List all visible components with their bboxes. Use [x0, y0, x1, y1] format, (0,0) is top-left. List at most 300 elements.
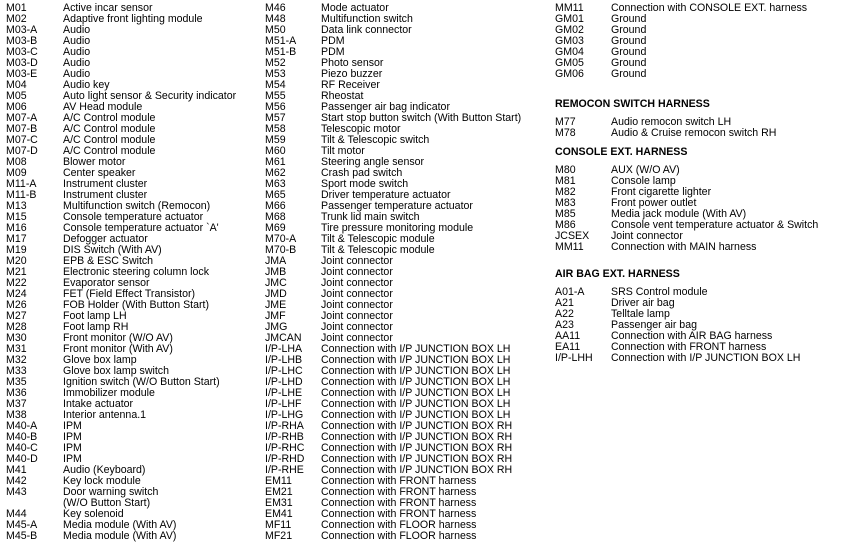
- connector-code: GM03: [555, 35, 584, 47]
- connector-row: [555, 242, 850, 253]
- connector-description: Joint connector: [321, 288, 393, 300]
- connector-description: RF Receiver: [321, 79, 380, 91]
- connector-row: [265, 322, 550, 333]
- connector-description: Audio & Cruise remocon switch RH: [611, 127, 777, 139]
- connector-row: [265, 300, 550, 311]
- connector-row: [6, 443, 261, 454]
- connector-list-column-1: [6, 3, 261, 542]
- connector-description: Joint connector: [321, 310, 393, 322]
- connector-description: Joint connector: [321, 332, 393, 344]
- connector-code: M81: [555, 175, 576, 187]
- connector-code: M08: [6, 156, 27, 168]
- connector-description: Key lock module: [63, 475, 141, 487]
- connector-description: Connection with I/P JUNCTION BOX LH: [321, 354, 511, 366]
- connector-description: Connection with I/P JUNCTION BOX RH: [321, 464, 513, 476]
- connector-row: [6, 498, 261, 509]
- connector-description: Audio: [63, 46, 91, 58]
- connector-description: Rheostat: [321, 90, 364, 102]
- connector-code: JCSEX: [555, 230, 590, 242]
- connector-description: Auto light sensor & Security indicator: [63, 90, 237, 102]
- connector-description: PDM: [321, 46, 345, 58]
- connector-code: M03-E: [6, 68, 38, 80]
- connector-description: Foot lamp LH: [63, 310, 127, 322]
- connector-code: M45-B: [6, 530, 38, 542]
- connector-row: [555, 58, 850, 69]
- connector-code: M41: [6, 464, 27, 476]
- connector-description: Telescopic motor: [321, 123, 401, 135]
- connector-row: [555, 287, 850, 298]
- connector-code: JMF: [265, 310, 286, 322]
- connector-code: M11-B: [6, 189, 37, 201]
- connector-row: [265, 289, 550, 300]
- connector-code: I/P-RHA: [265, 420, 304, 432]
- connector-code: MF21: [265, 530, 293, 542]
- connector-code: M63: [265, 178, 286, 190]
- connector-row: [6, 47, 261, 58]
- connector-code: M43: [6, 486, 27, 498]
- connector-row: [555, 3, 850, 14]
- connector-code: GM05: [555, 57, 584, 69]
- connector-description: Driver air bag: [611, 297, 675, 309]
- connector-code: M69: [265, 222, 286, 234]
- connector-description: Media module (With AV): [63, 530, 177, 542]
- connector-code: M02: [6, 13, 27, 25]
- connector-description: Data link connector: [321, 24, 412, 36]
- connector-code: JMB: [265, 266, 287, 278]
- connector-description: Connection with I/P JUNCTION BOX RH: [321, 431, 513, 443]
- connector-code: M01: [6, 2, 27, 14]
- connector-row: [555, 47, 850, 58]
- connector-description: Ground: [611, 46, 647, 58]
- remocon-switch-harness-heading: REMOCON SWITCH HARNESS: [555, 98, 710, 110]
- connector-code: M48: [265, 13, 286, 25]
- connector-code: MF11: [265, 519, 292, 531]
- connector-list-column-3: [555, 3, 850, 364]
- connector-description: Console vent temperature actuator & Switch: [611, 219, 819, 231]
- connector-code: M03-B: [6, 35, 38, 47]
- connector-row: [265, 135, 550, 146]
- connector-description: Multifunction switch: [321, 13, 413, 25]
- connector-code: M04: [6, 79, 27, 91]
- connector-description: Telltale lamp: [611, 308, 670, 320]
- connector-description: Tilt & Telescopic switch: [321, 134, 430, 146]
- connector-code: EM41: [265, 508, 293, 520]
- connector-code: M16: [6, 222, 27, 234]
- connector-code: I/P-LHA: [265, 343, 303, 355]
- connector-description: A/C Control module: [63, 134, 156, 146]
- connector-code: JMA: [265, 255, 287, 267]
- connector-code: M40-C: [6, 442, 38, 454]
- connector-code: M37: [6, 398, 27, 410]
- connector-code: M78: [555, 127, 576, 139]
- connector-description: Foot lamp RH: [63, 321, 129, 333]
- connector-description: Instrument cluster: [63, 178, 148, 190]
- connector-description: Tilt & Telescopic module: [321, 233, 435, 245]
- connector-description: Connection with I/P JUNCTION BOX RH: [321, 420, 513, 432]
- connector-description: Glove box lamp switch: [63, 365, 169, 377]
- connector-code: I/P-RHE: [265, 464, 304, 476]
- connector-code: GM06: [555, 68, 584, 80]
- connector-description: Sport mode switch: [321, 178, 409, 190]
- connector-code: I/P-LHF: [265, 398, 302, 410]
- connector-description: Evaporator sensor: [63, 277, 150, 289]
- connector-code: GM04: [555, 46, 584, 58]
- connector-code: I/P-RHB: [265, 431, 304, 443]
- air-bag-ext-harness-heading: AIR BAG EXT. HARNESS: [555, 268, 680, 280]
- connector-description: EPB & ESC Switch: [63, 255, 154, 267]
- connector-row: [6, 58, 261, 69]
- connector-description: Defogger actuator: [63, 233, 148, 245]
- connector-description: Connection with I/P JUNCTION BOX LH: [321, 398, 511, 410]
- connector-description: Front cigarette lighter: [611, 186, 712, 198]
- connector-code: M60: [265, 145, 286, 157]
- connector-code: I/P-RHD: [265, 453, 305, 465]
- connector-code: M44: [6, 508, 27, 520]
- connector-description: Audio: [63, 68, 91, 80]
- connector-code: M36: [6, 387, 27, 399]
- connector-code: M32: [6, 354, 27, 366]
- connector-row: [555, 128, 850, 139]
- connector-description: Audio: [63, 35, 91, 47]
- connector-code: M65: [265, 189, 286, 201]
- connector-code: M05: [6, 90, 27, 102]
- connector-code: GM01: [555, 13, 584, 25]
- connector-code: M57: [265, 112, 286, 124]
- connector-code: M07-B: [6, 123, 38, 135]
- connector-description: Instrument cluster: [63, 189, 148, 201]
- connector-description: Connection with I/P JUNCTION BOX LH: [611, 352, 801, 364]
- connector-description: Glove box lamp: [63, 354, 137, 366]
- connector-code: AA11: [555, 330, 581, 342]
- connector-code: M20: [6, 255, 27, 267]
- connector-code: M35: [6, 376, 27, 388]
- connector-description: A/C Control module: [63, 112, 156, 124]
- connector-row: [265, 47, 550, 58]
- connector-code: M09: [6, 167, 27, 179]
- connector-row: [555, 187, 850, 198]
- connector-description: IPM: [63, 420, 82, 432]
- connector-code: M11-A: [6, 178, 37, 190]
- console-ext-harness-heading: CONSOLE EXT. HARNESS: [555, 146, 688, 158]
- connector-description: Joint connector: [321, 321, 393, 333]
- connector-description: Connection with I/P JUNCTION BOX LH: [321, 409, 511, 421]
- connector-description: Passenger temperature actuator: [321, 200, 473, 212]
- connector-list-column-2: [265, 3, 550, 542]
- connector-description: Connection with I/P JUNCTION BOX LH: [321, 387, 511, 399]
- connector-code: M07-C: [6, 134, 38, 146]
- connector-description: Joint connector: [321, 299, 393, 311]
- connector-description: (W/O Button Start): [63, 497, 151, 509]
- connector-code: M50: [265, 24, 286, 36]
- connector-row: [265, 267, 550, 278]
- connector-code: I/P-LHH: [555, 352, 593, 364]
- connector-code: M40-A: [6, 420, 38, 432]
- connector-code: M56: [265, 101, 286, 113]
- connector-description: Joint connector: [321, 277, 393, 289]
- connector-code: EM11: [265, 475, 292, 487]
- connector-description: Connection with I/P JUNCTION BOX LH: [321, 376, 511, 388]
- connector-description: Audio remocon switch LH: [611, 116, 732, 128]
- connector-code: M19: [6, 244, 27, 256]
- connector-code: M51-A: [265, 35, 297, 47]
- connector-code: M15: [6, 211, 27, 223]
- connector-description: Trunk lid main switch: [321, 211, 420, 223]
- connector-row: [265, 36, 550, 47]
- connector-description: Connection with AIR BAG harness: [611, 330, 773, 342]
- connector-row: [555, 309, 850, 320]
- connector-code: I/P-LHE: [265, 387, 303, 399]
- connector-code: MM11: [555, 2, 584, 14]
- connector-description: Front monitor (With AV): [63, 343, 173, 355]
- connector-row: [6, 388, 261, 399]
- connector-description: FET (Field Effect Transistor): [63, 288, 196, 300]
- connector-code: JMC: [265, 277, 287, 289]
- connector-row: [265, 278, 550, 289]
- connector-row: [555, 36, 850, 47]
- connector-row: [6, 36, 261, 47]
- connector-description: Ground: [611, 68, 647, 80]
- connector-description: A/C Control module: [63, 123, 156, 135]
- connector-code: M62: [265, 167, 286, 179]
- connector-code: M38: [6, 409, 27, 421]
- connector-row: [555, 25, 850, 36]
- connector-description: Connection with FLOOR harness: [321, 519, 477, 531]
- connector-code: M40-D: [6, 453, 38, 465]
- connector-code: M42: [6, 475, 27, 487]
- connector-code: EM21: [265, 486, 293, 498]
- connector-code: I/P-LHC: [265, 365, 303, 377]
- connector-row: [6, 69, 261, 80]
- connector-description: Audio: [63, 57, 91, 69]
- connector-description: Media module (With AV): [63, 519, 177, 531]
- connector-code: M53: [265, 68, 286, 80]
- connector-description: A/C Control module: [63, 145, 156, 157]
- connector-code: I/P-LHB: [265, 354, 303, 366]
- connector-code: M51-B: [265, 46, 297, 58]
- connector-description: Passenger air bag indicator: [321, 101, 450, 113]
- connector-description: IPM: [63, 453, 82, 465]
- connector-description: Piezo buzzer: [321, 68, 383, 80]
- connector-row: [555, 220, 850, 231]
- connector-description: IPM: [63, 442, 82, 454]
- connector-code: M22: [6, 277, 27, 289]
- connector-code: M33: [6, 365, 27, 377]
- connector-row: [265, 25, 550, 36]
- connector-code: A23: [555, 319, 574, 331]
- connector-description: Adaptive front lighting module: [63, 13, 203, 25]
- connector-description: Connection with FRONT harness: [611, 341, 767, 353]
- connector-row: [265, 157, 550, 168]
- connector-row: [265, 256, 550, 267]
- connector-description: Tire pressure monitoring module: [321, 222, 474, 234]
- connector-row: [555, 353, 850, 364]
- connector-code: M46: [265, 2, 286, 14]
- connector-code: A22: [555, 308, 574, 320]
- connector-description: Connection with FRONT harness: [321, 486, 477, 498]
- connector-description: Driver temperature actuator: [321, 189, 451, 201]
- connector-description: Blower motor: [63, 156, 126, 168]
- connector-code: I/P-RHC: [265, 442, 305, 454]
- connector-description: Console lamp: [611, 175, 676, 187]
- connector-description: Console temperature actuator `A': [63, 222, 219, 234]
- connector-description: Immobilizer module: [63, 387, 155, 399]
- connector-code: M45-A: [6, 519, 38, 531]
- connector-description: Electronic steering column lock: [63, 266, 210, 278]
- connector-description: Media jack module (With AV): [611, 208, 747, 220]
- connector-row: [265, 113, 550, 124]
- connector-code: M86: [555, 219, 576, 231]
- connector-description: Joint connector: [321, 255, 393, 267]
- connector-description: Front power outlet: [611, 197, 697, 209]
- ground-and-console-connection-list: [555, 3, 850, 80]
- connector-row: [265, 69, 550, 80]
- connector-description: Mode actuator: [321, 2, 389, 14]
- connector-code: M66: [265, 200, 286, 212]
- connector-code: M80: [555, 164, 576, 176]
- connector-code: M27: [6, 310, 27, 322]
- connector-code: M83: [555, 197, 576, 209]
- connector-description: Interior antenna.1: [63, 409, 147, 421]
- connector-row: [6, 25, 261, 36]
- connector-description: Connection with I/P JUNCTION BOX LH: [321, 343, 511, 355]
- connector-code: M21: [6, 266, 27, 278]
- connector-description: Connection with I/P JUNCTION BOX LH: [321, 365, 511, 377]
- connector-description: Connection with FRONT harness: [321, 497, 477, 509]
- connector-code: M13: [6, 200, 27, 212]
- connector-code: I/P-LHG: [265, 409, 304, 421]
- connector-code: EA11: [555, 341, 581, 353]
- connector-row: [555, 14, 850, 25]
- connector-description: Connection with I/P JUNCTION BOX RH: [321, 442, 513, 454]
- connector-code: A21: [555, 297, 574, 309]
- connector-description: Connection with CONSOLE EXT. harness: [611, 2, 808, 14]
- connector-description: Connection with FLOOR harness: [321, 530, 477, 542]
- connector-row: [265, 531, 550, 542]
- air-bag-ext-harness-list: [555, 287, 850, 364]
- connector-row: [6, 531, 261, 542]
- connector-row: [555, 69, 850, 80]
- connector-code: M07-A: [6, 112, 38, 124]
- connector-row: [265, 245, 550, 256]
- connector-code: JME: [265, 299, 287, 311]
- connector-code: M59: [265, 134, 286, 146]
- connector-row: [265, 80, 550, 91]
- connector-code: M03-A: [6, 24, 38, 36]
- connector-row: [6, 421, 261, 432]
- connector-code: M85: [555, 208, 576, 220]
- connector-code: M82: [555, 186, 576, 198]
- connector-description: Crash pad switch: [321, 167, 403, 179]
- connector-code: M77: [555, 116, 576, 128]
- connector-description: Ground: [611, 57, 647, 69]
- connector-description: Active incar sensor: [63, 2, 153, 14]
- connector-code: M24: [6, 288, 27, 300]
- connector-code: JMD: [265, 288, 287, 300]
- connector-row: [6, 311, 261, 322]
- connector-code: M17: [6, 233, 27, 245]
- connector-description: Ground: [611, 24, 647, 36]
- connector-code: I/P-LHD: [265, 376, 303, 388]
- connector-code: JMG: [265, 321, 288, 333]
- connector-row: [265, 311, 550, 322]
- console-ext-harness-list: [555, 165, 850, 253]
- connector-description: Passenger air bag: [611, 319, 697, 331]
- connector-description: Center speaker: [63, 167, 136, 179]
- connector-description: Photo sensor: [321, 57, 384, 69]
- connector-row: [555, 298, 850, 309]
- connector-code: M03-D: [6, 57, 38, 69]
- connector-description: Joint connector: [321, 266, 393, 278]
- connector-description: Connection with FRONT harness: [321, 475, 477, 487]
- connector-description: SRS Control module: [611, 286, 708, 298]
- connector-description: Ground: [611, 35, 647, 47]
- connector-code: M52: [265, 57, 286, 69]
- connector-description: PDM: [321, 35, 345, 47]
- connector-row: [6, 410, 261, 421]
- connector-code: JMCAN: [265, 332, 302, 344]
- connector-code: A01-A: [555, 286, 585, 298]
- connector-row: [6, 146, 261, 157]
- connector-description: AV Head module: [63, 101, 143, 113]
- connector-description: Connection with MAIN harness: [611, 241, 757, 253]
- connector-code: M07-D: [6, 145, 38, 157]
- connector-description: Audio: [63, 24, 91, 36]
- connector-code: EM31: [265, 497, 293, 509]
- connector-code: M40-B: [6, 431, 38, 443]
- connector-description: FOB Holder (With Button Start): [63, 299, 210, 311]
- connector-code: M70-B: [265, 244, 297, 256]
- connector-description: AUX (W/O AV): [611, 164, 680, 176]
- connector-row: [6, 14, 261, 25]
- connector-description: Tilt motor: [321, 145, 365, 157]
- connector-description: Console temperature actuator: [63, 211, 204, 223]
- connector-description: Audio (Keyboard): [63, 464, 146, 476]
- connector-code: M06: [6, 101, 27, 113]
- connector-description: DIS Switch (With AV): [63, 244, 162, 256]
- connector-code: MM11: [555, 241, 584, 253]
- connector-description: Start stop button switch (With Button Start): [321, 112, 522, 124]
- connector-description: IPM: [63, 431, 82, 443]
- connector-row: [555, 165, 850, 176]
- connector-description: Key solenoid: [63, 508, 124, 520]
- connector-description: Connection with I/P JUNCTION BOX RH: [321, 453, 513, 465]
- connector-code: M28: [6, 321, 27, 333]
- connector-code: M61: [265, 156, 286, 168]
- connector-description: Connection with FRONT harness: [321, 508, 477, 520]
- connector-row: [6, 432, 261, 443]
- connector-code: M68: [265, 211, 286, 223]
- connector-description: Intake actuator: [63, 398, 134, 410]
- connector-row: [6, 300, 261, 311]
- connector-code: M26: [6, 299, 27, 311]
- connector-description: Audio key: [63, 79, 110, 91]
- connector-code: M31: [6, 343, 27, 355]
- connector-description: Front monitor (W/O AV): [63, 332, 173, 344]
- connector-code: GM02: [555, 24, 584, 36]
- connector-code: M58: [265, 123, 286, 135]
- connector-code: M54: [265, 79, 286, 91]
- connector-description: Multifunction switch (Remocon): [63, 200, 211, 212]
- connector-code: M03-C: [6, 46, 38, 58]
- connector-description: Tilt & Telescopic module: [321, 244, 435, 256]
- remocon-switch-harness-list: [555, 117, 850, 139]
- connector-description: Door warning switch: [63, 486, 159, 498]
- connector-code: M30: [6, 332, 27, 344]
- connector-code: M55: [265, 90, 286, 102]
- connector-description: Ignition switch (W/O Button Start): [63, 376, 220, 388]
- connector-row: [265, 58, 550, 69]
- connector-description: Joint connector: [611, 230, 683, 242]
